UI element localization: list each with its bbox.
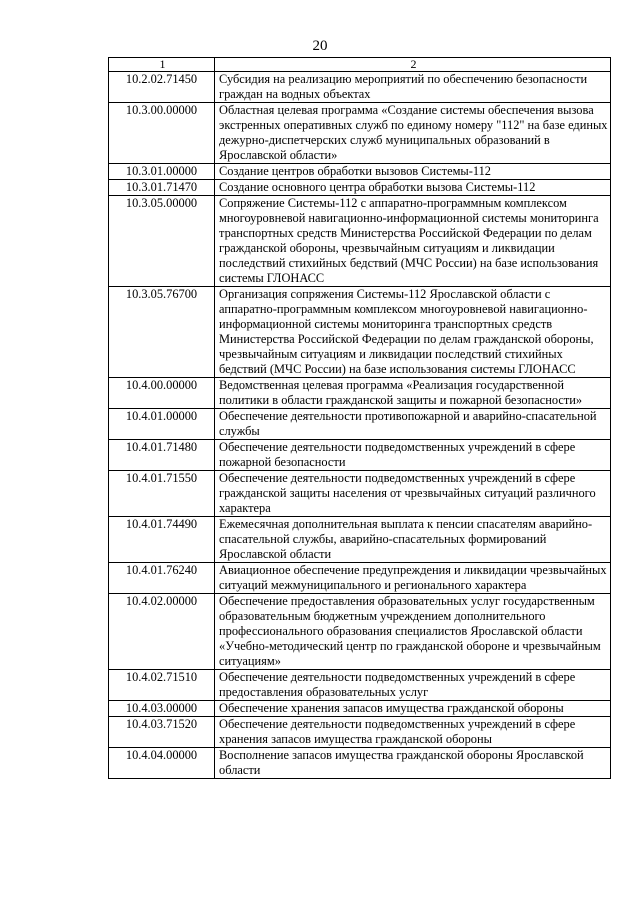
row-name: Авиационное обеспечение предупреждения и ликвидации чрезвычайных ситуаций межмуниципального и регионального характера: [215, 563, 611, 594]
row-code: 10.4.01.71550: [109, 471, 215, 517]
row-code: 10.3.05.76700: [109, 287, 215, 378]
row-name: Обеспечение деятельности подведомственных учреждений в сфере предоставления образовательных услуг: [215, 670, 611, 701]
classification-table: [108, 57, 611, 779]
row-name: Организация сопряжения Системы-112 Ярославской области с аппаратно-программным комплексом многоуровневой навигационно-информационной системы мониторинга транспортных средств Министерства Российской Федерации по делам гражданской обороны, чрезвычайным ситуациям и ликвидации последствий стихийных бедствий (МЧС России) на базе использования системы ГЛОНАСС: [215, 287, 611, 378]
table-row: [109, 517, 611, 563]
table-row: [109, 378, 611, 409]
row-code: 10.4.01.71480: [109, 440, 215, 471]
table-row: [109, 701, 611, 717]
row-name: Создание центров обработки вызовов Системы-112: [215, 164, 611, 180]
table-row: [109, 196, 611, 287]
row-name: Обеспечение деятельности подведомственных учреждений в сфере пожарной безопасности: [215, 440, 611, 471]
table-row: [109, 563, 611, 594]
row-name: Обеспечение деятельности подведомственных учреждений в сфере хранения запасов имущества гражданской обороны: [215, 717, 611, 748]
column-header-name: 2: [215, 58, 611, 72]
row-name: Обеспечение деятельности противопожарной и аварийно-спасательной службы: [215, 409, 611, 440]
page-number: 20: [312, 38, 328, 54]
row-name: Обеспечение деятельности подведомственных учреждений в сфере гражданской защиты населения от чрезвычайных ситуаций различного характера: [215, 471, 611, 517]
row-name: Ежемесячная дополнительная выплата к пенсии спасателям аварийно-спасательной службы, аварийно-спасательных формирований Ярославской области: [215, 517, 611, 563]
table-row: [109, 717, 611, 748]
row-code: 10.3.01.00000: [109, 164, 215, 180]
row-code: 10.2.02.71450: [109, 72, 215, 103]
table-row: [109, 72, 611, 103]
table-row: [109, 103, 611, 164]
table-row: [109, 670, 611, 701]
row-code: 10.3.05.00000: [109, 196, 215, 287]
row-name: Областная целевая программа «Создание системы обеспечения вызова экстренных оперативных служб по единому номеру "112" на базе единых дежурно-диспетчерских служб муниципальных образований в Ярославской области»: [215, 103, 611, 164]
row-code: 10.3.01.71470: [109, 180, 215, 196]
table-row: [109, 409, 611, 440]
table-row: [109, 471, 611, 517]
table-row: [109, 180, 611, 196]
row-code: 10.4.02.00000: [109, 594, 215, 670]
row-code: 10.3.00.00000: [109, 103, 215, 164]
row-code: 10.4.03.00000: [109, 701, 215, 717]
table-header-row: [109, 58, 611, 72]
row-code: 10.4.01.76240: [109, 563, 215, 594]
row-name: Ведомственная целевая программа «Реализация государственной политики в области гражданской защиты и пожарной безопасности»: [215, 378, 611, 409]
row-name: Восполнение запасов имущества гражданской обороны Ярославской области: [215, 748, 611, 779]
row-name: Субсидия на реализацию мероприятий по обеспечению безопасности граждан на водных объектах: [215, 72, 611, 103]
row-name: Сопряжение Системы-112 с аппаратно-программным комплексом многоуровневой навигационно-информационной системы мониторинга транспортных средств Министерства Российской Федерации по делам гражданской обороны, чрезвычайным ситуациям и ликвидации последствий стихийных бедствий (МЧС России) на базе использования системы ГЛОНАСС: [215, 196, 611, 287]
table-row: [109, 748, 611, 779]
row-code: 10.4.04.00000: [109, 748, 215, 779]
row-code: 10.4.01.00000: [109, 409, 215, 440]
row-name: Обеспечение хранения запасов имущества гражданской обороны: [215, 701, 611, 717]
row-code: 10.4.02.71510: [109, 670, 215, 701]
table-row: [109, 440, 611, 471]
table-row: [109, 164, 611, 180]
column-header-code: 1: [109, 58, 215, 72]
table-row: [109, 287, 611, 378]
row-code: 10.4.01.74490: [109, 517, 215, 563]
row-name: Обеспечение предоставления образовательных услуг государственным образовательным бюджетным учреждением дополнительного профессионального образования специалистов Ярославской области «Учебно-методический центр по гражданской обороне и чрезвычайным ситуациям»: [215, 594, 611, 670]
row-code: 10.4.03.71520: [109, 717, 215, 748]
row-code: 10.4.00.00000: [109, 378, 215, 409]
row-name: Создание основного центра обработки вызова Системы-112: [215, 180, 611, 196]
table-row: [109, 594, 611, 670]
